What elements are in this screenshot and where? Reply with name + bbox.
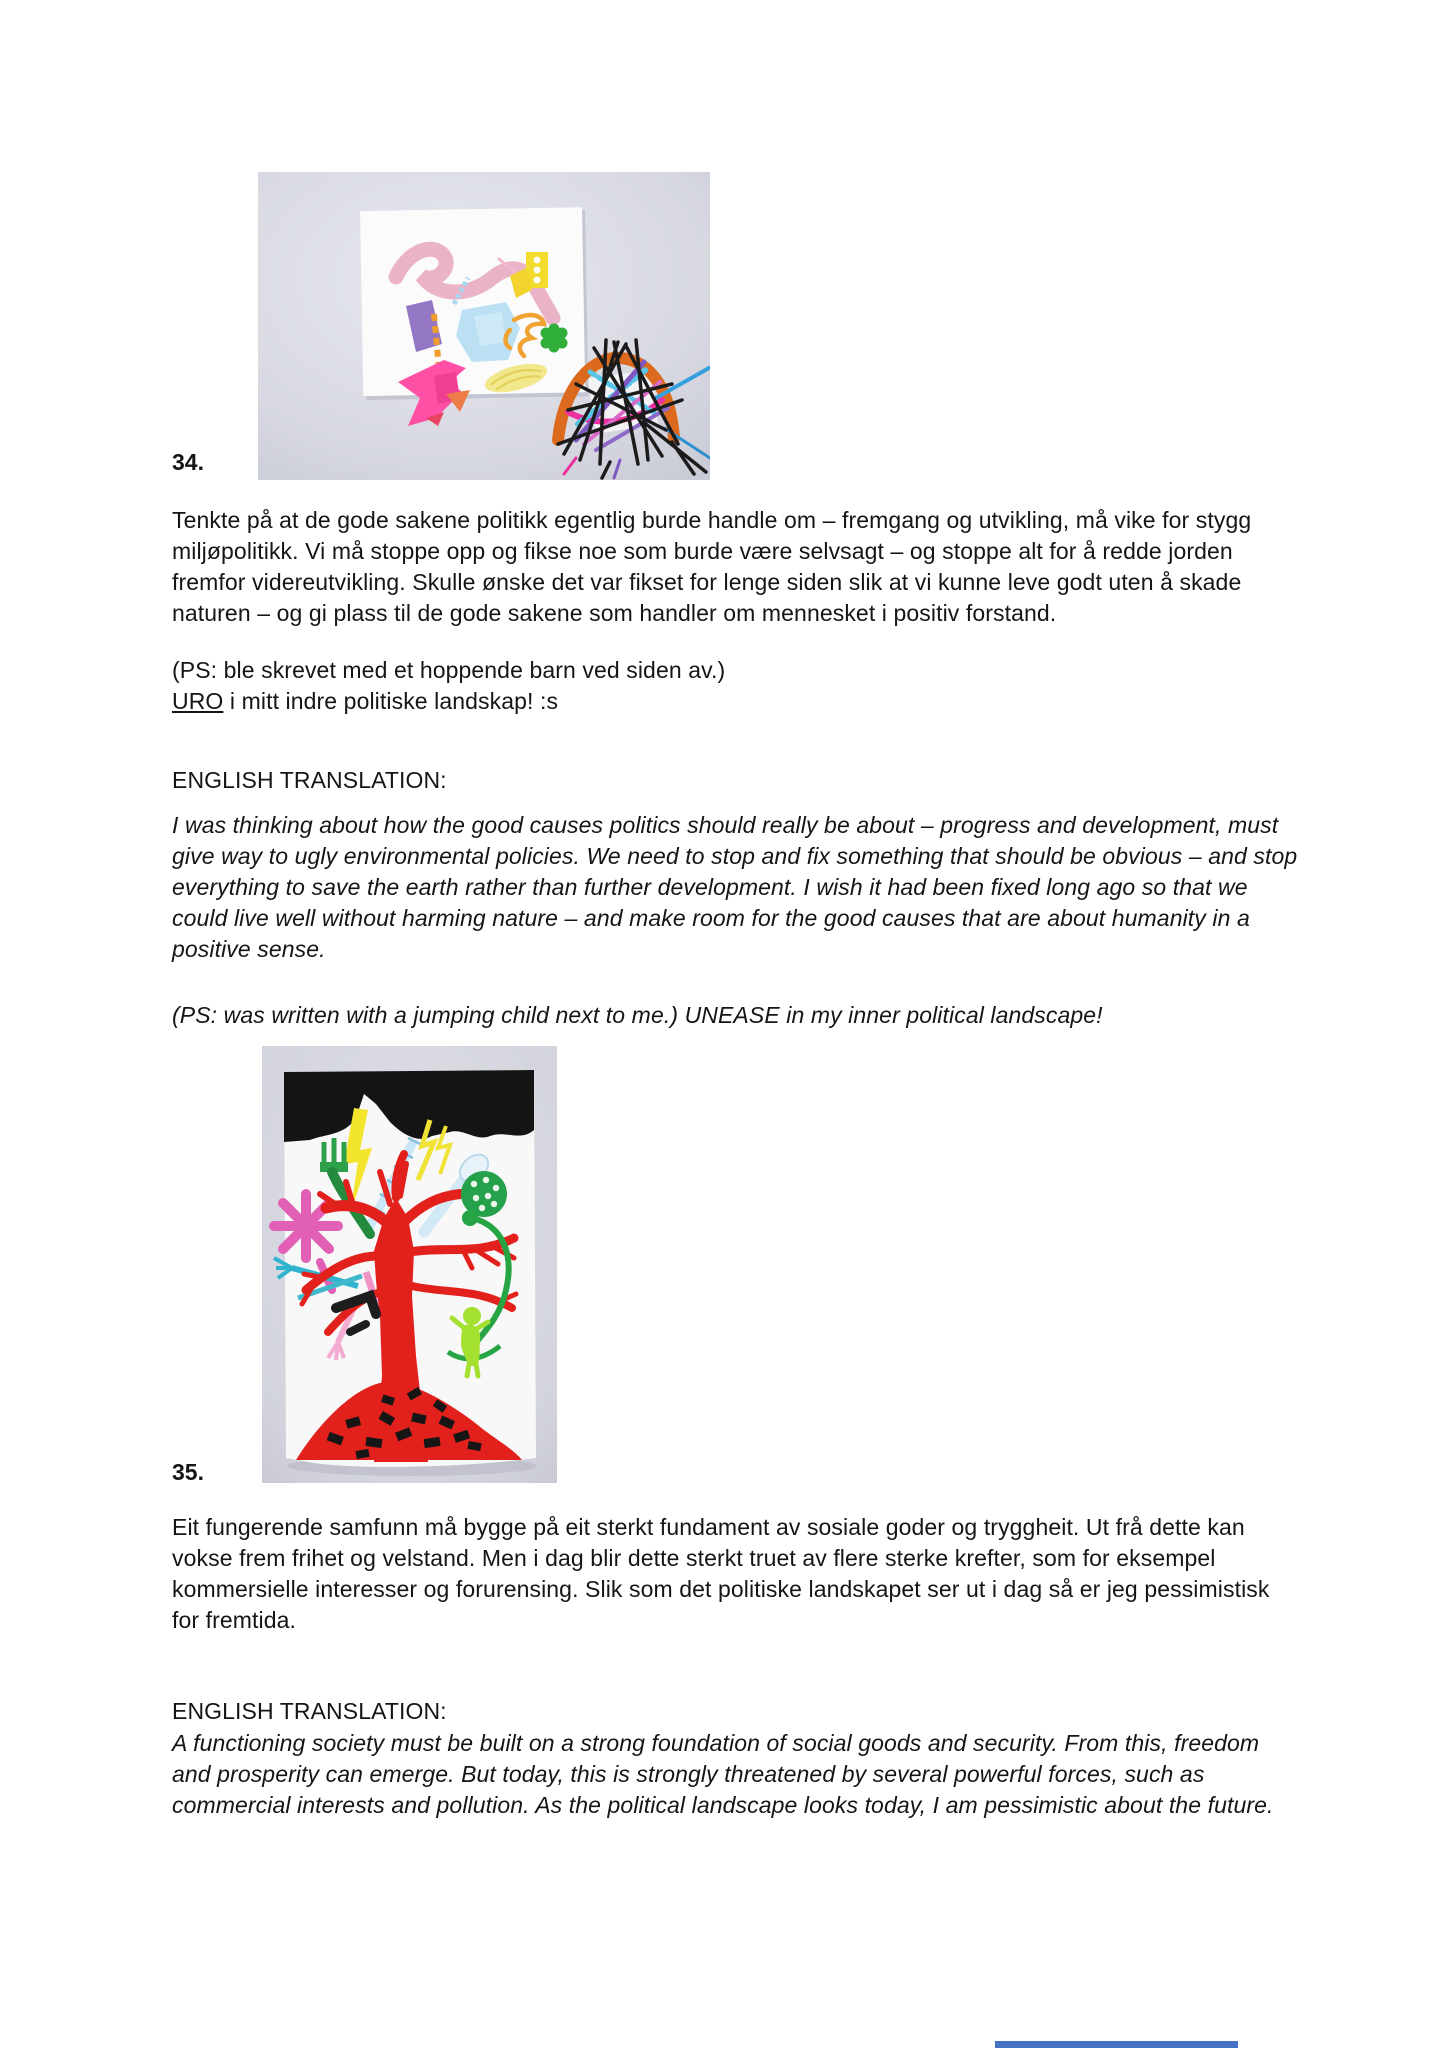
english-translation-heading-34: ENGLISH TRANSLATION: <box>172 767 447 793</box>
uro-line-rest: i mitt indre politiske landskap! :s <box>223 688 559 714</box>
norwegian-paragraph-34: Tenkte på at de gode sakene politikk egentlig burde handle om – fremgang og utvikling, må vike for stygg miljøpolitikk. Vi må stoppe opp og fikse noe som burde være selvsagt – og stoppe alt for å redde jorden fremfor videreutvikling. Skulle ønske det var fikset for lenge siden slik at vi kunne leve godt uten å skade naturen – og gi plass til de gode sakene som handler om mennesket i positiv forstand. <box>172 507 1252 626</box>
black-cloud <box>284 1070 534 1142</box>
next-page-line-artifact <box>995 2041 1238 2048</box>
english-translation-heading-35: ENGLISH TRANSLATION: <box>172 1698 447 1724</box>
figure-34-collage-photo <box>258 172 710 480</box>
collage-paper-cutouts-image <box>258 172 710 480</box>
green-clover <box>541 324 568 353</box>
green-polkadot-ball <box>461 1171 507 1217</box>
uro-underlined-word: URO <box>172 688 224 714</box>
english-translation-body-35: A functioning society must be built on a strong foundation of social goods and security. From this, freedom and prosperity can emerge. But today, this is strongly threatened by several powerful forces, such as commercial interests and pollution. As the political landscape looks today, I am pessimistic about the future. <box>172 1730 1274 1818</box>
english-translation-body-34: I was thinking about how the good causes politics should really be about – progress and development, must give way to ugly environmental policies. We need to stop and fix something that should be obvious – and stop everything to save the earth rather than further development. I wish it had been fixed long ago so that we could live well without harming nature – and make room for the good causes that are about humanity in a positive sense. <box>172 812 1298 962</box>
norwegian-paragraph-35: Eit fungerende samfunn må bygge på eit sterkt fundament av sosiale goder og tryggheit. Ut frå dette kan vokse frem frihet og velstand. Men i dag blir dette sterkt truet av flere sterke krefter, som for eksempel kommersielle interesser og forurensing. Slik som det politiske landskapet ser ut i dag så er jeg pessimistisk for fremtida. <box>172 1514 1270 1633</box>
ps-note-34: (PS: ble skrevet med et hoppende barn ved siden av.) <box>172 657 726 683</box>
collage-red-tree-image <box>262 1046 557 1483</box>
figure-35-number: 35. <box>172 1459 204 1485</box>
figure-34-number: 34. <box>172 449 204 475</box>
english-translation-ps-34: (PS: was written with a jumping child next to me.) UNEASE in my inner political landscape! <box>172 1002 1103 1028</box>
uro-line <box>172 686 1300 717</box>
figure-35-collage-photo <box>262 1046 557 1483</box>
